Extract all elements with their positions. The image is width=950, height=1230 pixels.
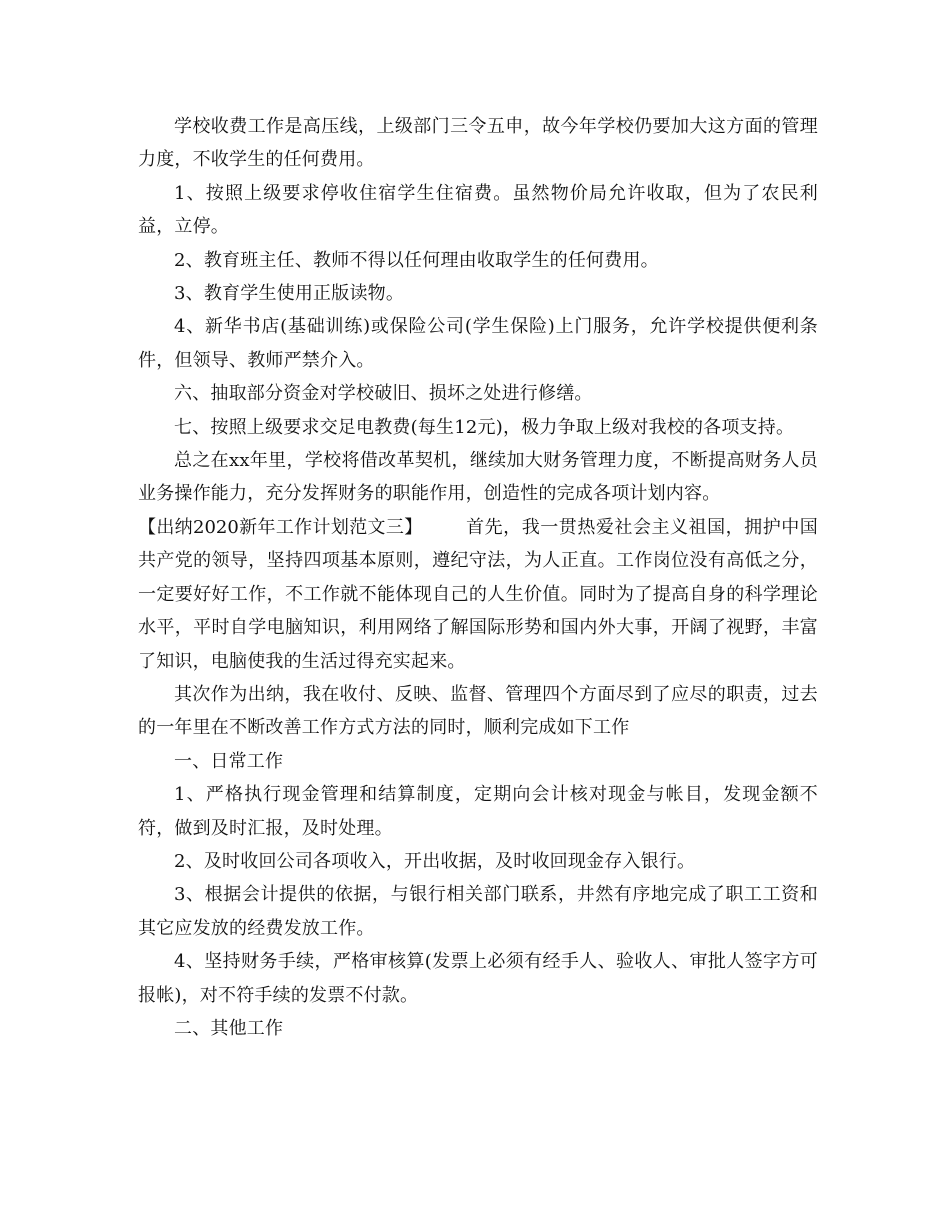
paragraph: 3、根据会计提供的依据，与银行相关部门联系，井然有序地完成了职工工资和其它应发放的经费发放工作。: [138, 884, 818, 939]
paragraph: 总之在xx年里，学校将借改革契机，继续加大财务管理力度，不断提高财务人员业务操作能力，充分发挥财务的职能作用，创造性的完成各项计划内容。: [138, 450, 818, 505]
paragraph: 七、按照上级要求交足电教费(每生12元)，极力争取上级对我校的各项支持。: [174, 416, 795, 438]
paragraph: 一、日常工作: [174, 750, 284, 772]
section-text: 首先，我一贯热爱社会主义祖国，拥护中国共产党的领导，坚持四项基本原则，遵纪守法，为人正直。工作岗位没有高低之分，一定要好好工作，不工作就不能体现自己的人生价值。同时为了提高自身的科学理论水平，平时自学电脑知识，利用网络了解国际形势和国内外大事，开阔了视野，丰富了知识，电脑使我的生活过得充实起来。: [138, 516, 818, 672]
paragraph: 其次作为出纳，我在收付、反映、监督、管理四个方面尽到了应尽的职责，过去的一年里在不断改善工作方式方法的同时，顺利完成如下工作: [138, 683, 818, 739]
section-paragraph: [138, 511, 818, 678]
paragraph: 1、严格执行现金管理和结算制度，定期向会计核对现金与帐目，发现金额不符，做到及时汇报，及时处理。: [138, 784, 818, 839]
paragraph: 2、及时收回公司各项收入，开出收据，及时收回现金存入银行。: [174, 850, 696, 872]
paragraph: 4、坚持财务手续，严格审核算(发票上必须有经手人、验收人、审批人签字方可报帐)，对不符手续的发票不付款。: [138, 951, 818, 1006]
paragraph: 六、抽取部分资金对学校破旧、损坏之处进行修缮。: [174, 383, 593, 405]
paragraph: 学校收费工作是高压线，上级部门三令五申，故今年学校仍要加大这方面的管理力度，不收学生的任何费用。: [138, 116, 818, 171]
paragraph: 2、教育班主任、教师不得以任何理由收取学生的任何费用。: [174, 249, 659, 271]
paragraph: 二、其他工作: [174, 1017, 284, 1039]
paragraph: 4、新华书店(基础训练)或保险公司(学生保险)上门服务，允许学校提供便利条件，但领导、教师严禁介入。: [138, 316, 818, 371]
document-body: [138, 110, 818, 1045]
section-title: 【出纳2020新年工作计划范文三】: [138, 516, 423, 538]
paragraph: 1、按照上级要求停收住宿学生住宿费。虽然物价局允许收取，但为了农民利益，立停。: [138, 182, 818, 238]
paragraph: 3、教育学生使用正版读物。: [174, 283, 405, 305]
